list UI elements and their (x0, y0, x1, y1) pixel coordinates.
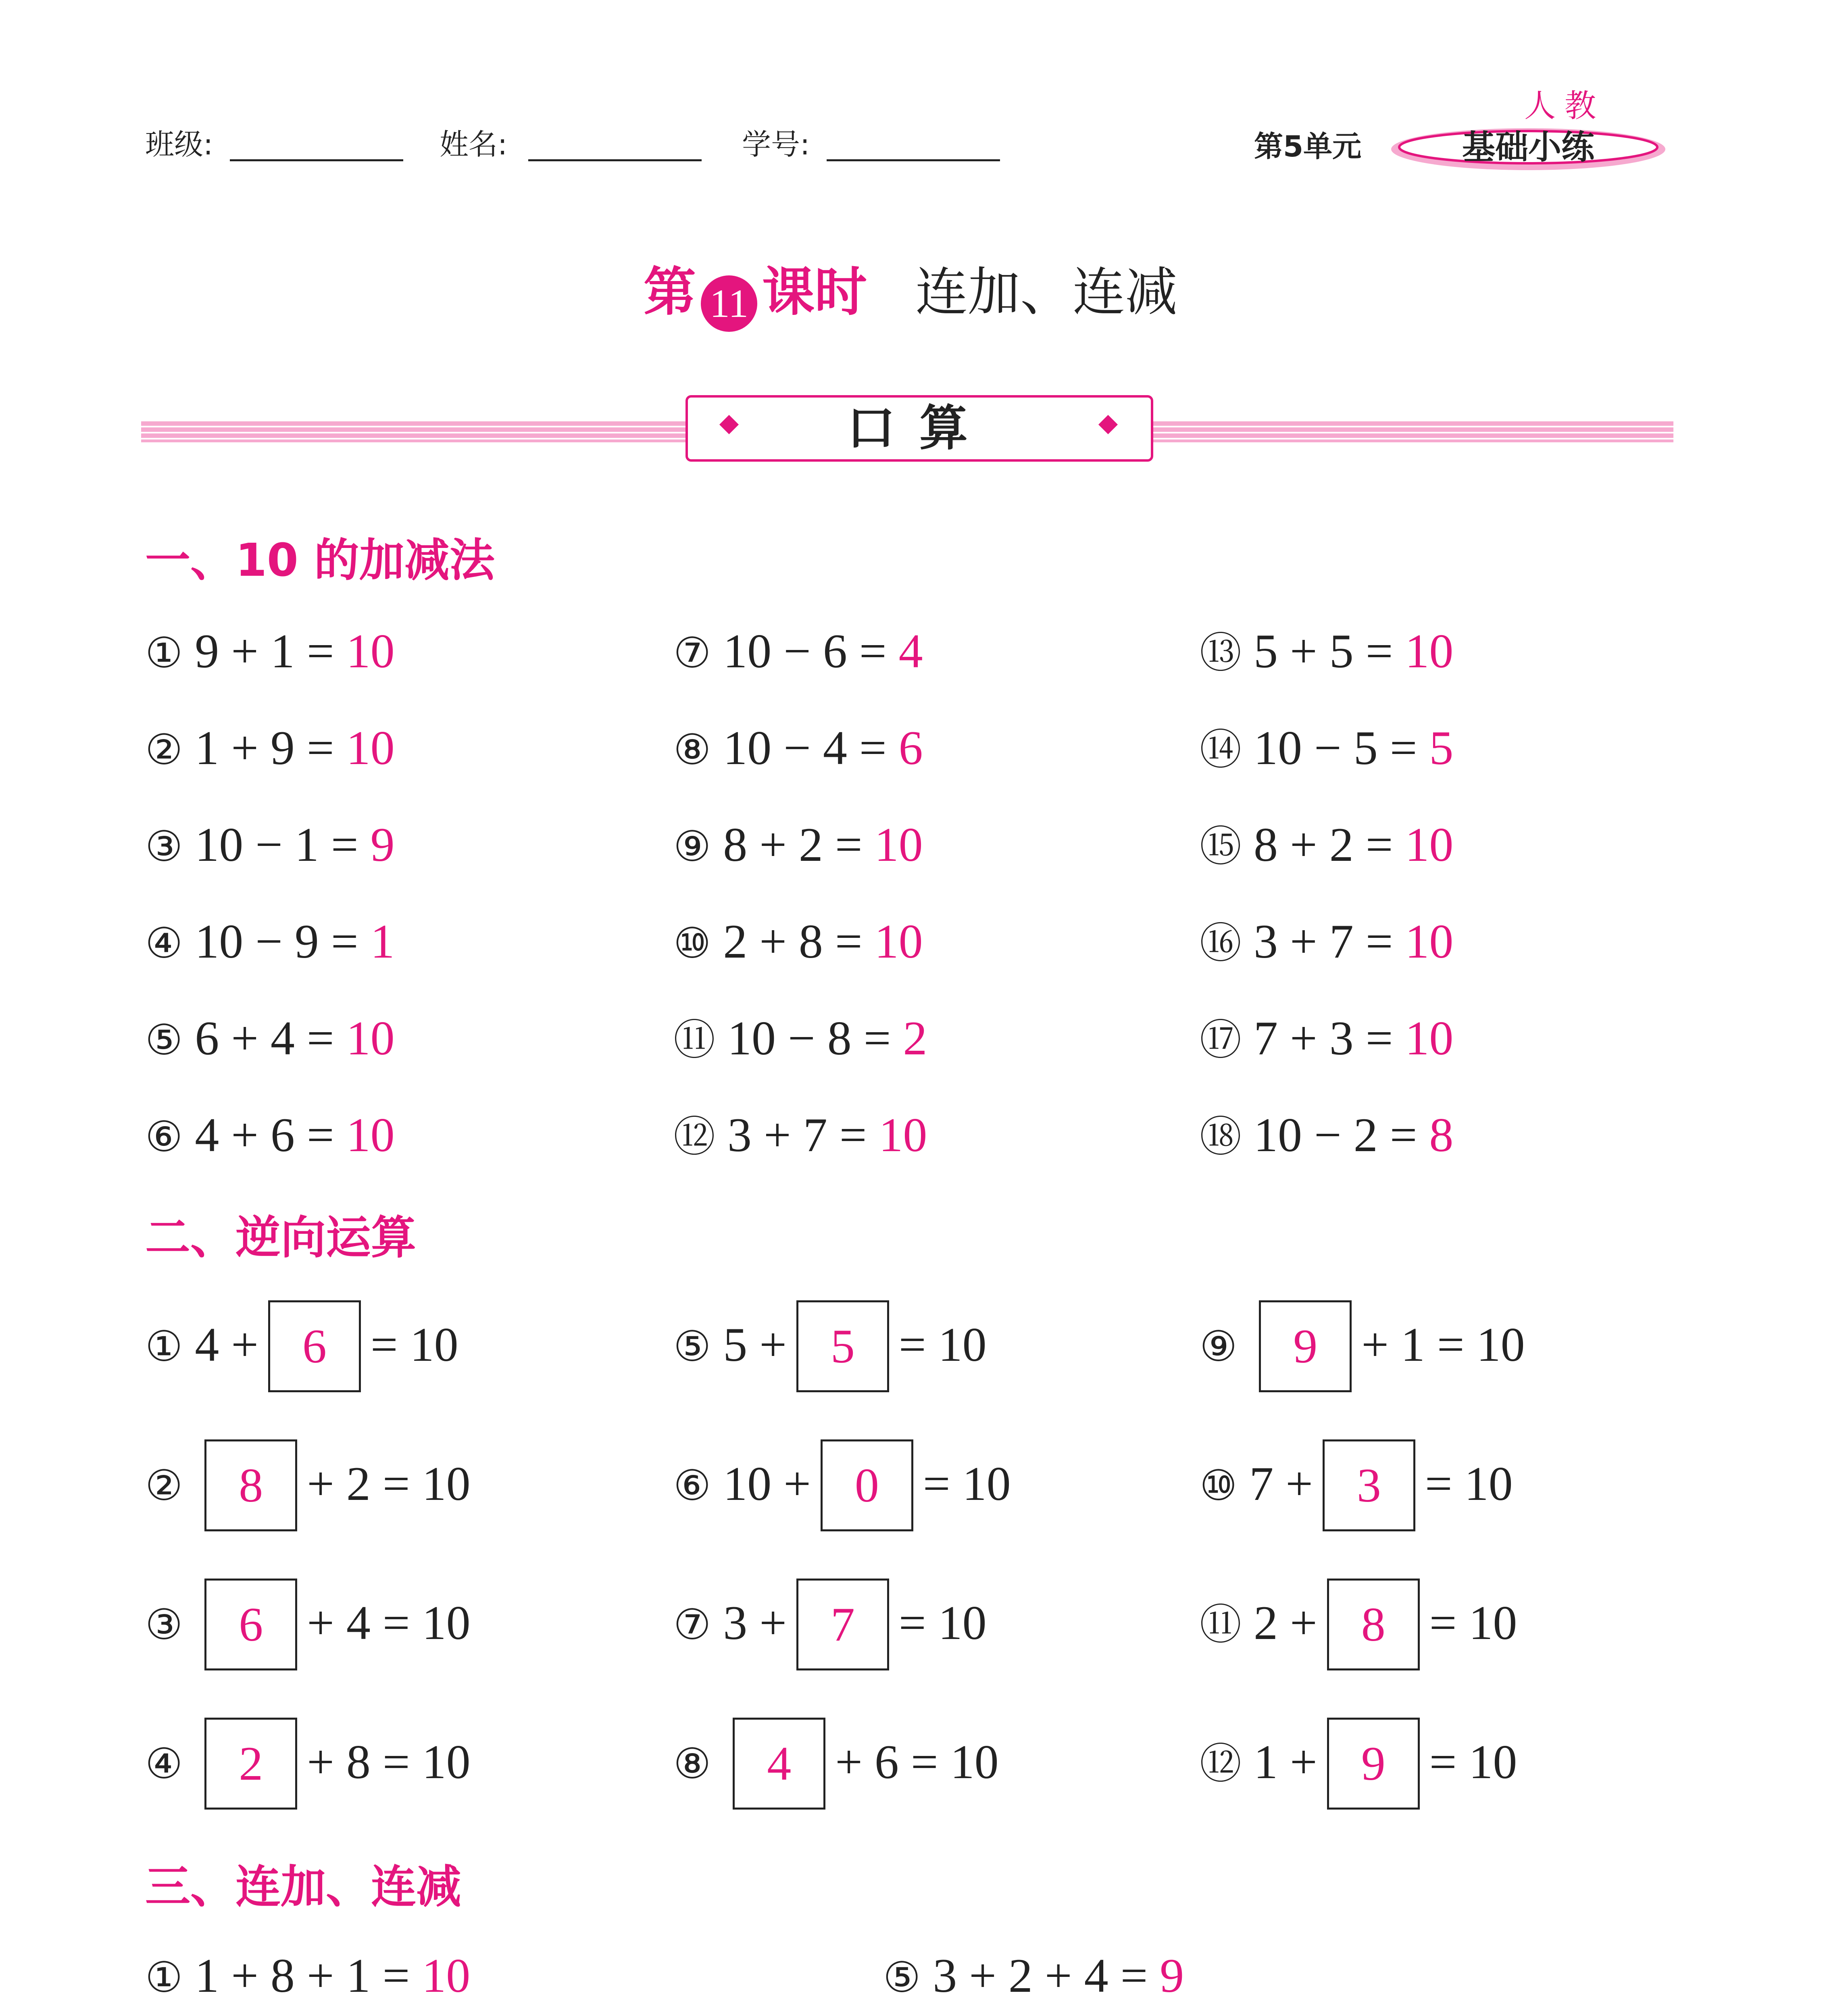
problem-item: ⑥ 10 + 0 = 10 (673, 1435, 1011, 1532)
answer: 10 (346, 721, 395, 775)
class-field[interactable] (230, 159, 403, 161)
student-id-field[interactable] (827, 159, 1000, 161)
answer-box[interactable]: 2 (204, 1718, 297, 1810)
section-title: 一、10 的加减法 (145, 534, 495, 587)
lesson-number-badge: 11 (701, 275, 757, 332)
problem-item: ⑨ 8 + 2 = 10 (673, 818, 923, 871)
answer-box[interactable]: 0 (821, 1439, 913, 1531)
problem-item: ⑤ 6 + 4 = 10 (145, 1011, 395, 1065)
problem-item: ⑩ 2 + 8 = 10 (673, 914, 923, 968)
answer-box[interactable]: 9 (1259, 1300, 1352, 1392)
answer-box[interactable]: 6 (268, 1300, 361, 1392)
name-label: 姓名: (440, 127, 508, 161)
lesson-title (0, 250, 1821, 337)
answer: 4 (898, 624, 923, 678)
answer: 10 (879, 1108, 927, 1162)
answer: 2 (903, 1011, 927, 1065)
answer: 10 (346, 1011, 395, 1065)
problem-item: ① 4 + 6 = 10 (145, 1296, 458, 1393)
problem-item: ⑧ 4 + 6 = 10 (673, 1714, 999, 1810)
banner-text: 口算 (847, 400, 992, 456)
answer-box[interactable]: 5 (796, 1300, 889, 1392)
problem-item: ⑥ 4 + 6 = 10 (145, 1108, 395, 1162)
answer-box[interactable]: 7 (796, 1579, 889, 1670)
student-id-label: 学号: (742, 127, 810, 161)
section-title: 三、连加、连减 (145, 1861, 461, 1913)
unit-label: 第5单元 (1254, 129, 1362, 163)
problem-item: ① 9 + 1 = 10 (145, 624, 395, 678)
problem-item: ⑯ 3 + 7 = 10 (1200, 914, 1454, 968)
problem-item: ⑨ 9 + 1 = 10 (1200, 1296, 1525, 1393)
problem-item: ⑪ 10 − 8 = 2 (673, 1011, 927, 1065)
problem-item: ⑭ 10 − 5 = 5 (1200, 721, 1454, 775)
name-field[interactable] (528, 159, 702, 161)
publisher-label: 人教 (1524, 88, 1605, 124)
lesson-prefix: 第 (643, 261, 696, 323)
problem-item: ⑧ 10 − 4 = 6 (673, 721, 923, 775)
problem-item: ⑦ 10 − 6 = 4 (673, 624, 923, 678)
answer: 9 (370, 818, 395, 871)
answer: 10 (422, 1949, 471, 2002)
problem-item: ④ 10 − 9 = 1 (145, 914, 395, 968)
answer-box[interactable]: 8 (1327, 1579, 1420, 1670)
problem-item: ⑰ 7 + 3 = 10 (1200, 1011, 1454, 1065)
answer: 8 (1429, 1108, 1454, 1162)
answer-box[interactable]: 9 (1327, 1718, 1420, 1810)
answer-box[interactable]: 3 (1323, 1439, 1415, 1531)
answer: 9 (1160, 1949, 1184, 2002)
problem-item: ⑩ 7 + 3 = 10 (1200, 1435, 1513, 1532)
problem-item: ④ 2 + 8 = 10 (145, 1714, 471, 1810)
lesson-suffix: 课时 (762, 261, 867, 323)
series-label: 基础小练 (1462, 128, 1594, 167)
answer-box[interactable]: 6 (204, 1579, 297, 1670)
problem-item: ⑤ 3 + 2 + 4 = 9 (883, 1949, 1184, 2002)
problem-item: ② 8 + 2 = 10 (145, 1435, 471, 1532)
answer: 10 (874, 914, 923, 968)
answer: 10 (874, 818, 923, 871)
answer: 6 (898, 721, 923, 775)
lesson-name: 连加、连减 (915, 261, 1178, 323)
problem-item: ⑫ 1 + 9 = 10 (1200, 1714, 1517, 1810)
answer: 10 (1405, 624, 1454, 678)
problem-item: ⑱ 10 − 2 = 8 (1200, 1108, 1454, 1162)
class-label: 班级: (145, 127, 213, 161)
problem-item: ⑤ 5 + 5 = 10 (673, 1296, 987, 1393)
answer: 10 (346, 1108, 395, 1162)
answer: 10 (1405, 914, 1454, 968)
oral-calculation-banner (685, 395, 1153, 462)
answer: 1 (370, 914, 395, 968)
problem-item: ⑫ 3 + 7 = 10 (673, 1108, 927, 1162)
answer: 10 (346, 624, 395, 678)
problem-item: ⑮ 8 + 2 = 10 (1200, 818, 1454, 871)
banner-stripe-right (1149, 421, 1673, 442)
banner-stripe-left (141, 421, 690, 442)
problem-item: ① 1 + 8 + 1 = 10 (145, 1949, 471, 2002)
problem-item: ③ 10 − 1 = 9 (145, 818, 395, 871)
problem-item: ⑬ 5 + 5 = 10 (1200, 624, 1454, 678)
problem-item: ③ 6 + 4 = 10 (145, 1574, 471, 1671)
answer-box[interactable]: 8 (204, 1439, 297, 1531)
problem-item: ② 1 + 9 = 10 (145, 721, 395, 775)
answer: 10 (1405, 1011, 1454, 1065)
problem-item: ⑪ 2 + 8 = 10 (1200, 1574, 1517, 1671)
problem-item: ⑦ 3 + 7 = 10 (673, 1574, 987, 1671)
answer-box[interactable]: 4 (733, 1718, 825, 1810)
answer: 5 (1429, 721, 1454, 775)
section-title: 二、逆向运算 (145, 1212, 416, 1264)
answer: 10 (1405, 818, 1454, 871)
